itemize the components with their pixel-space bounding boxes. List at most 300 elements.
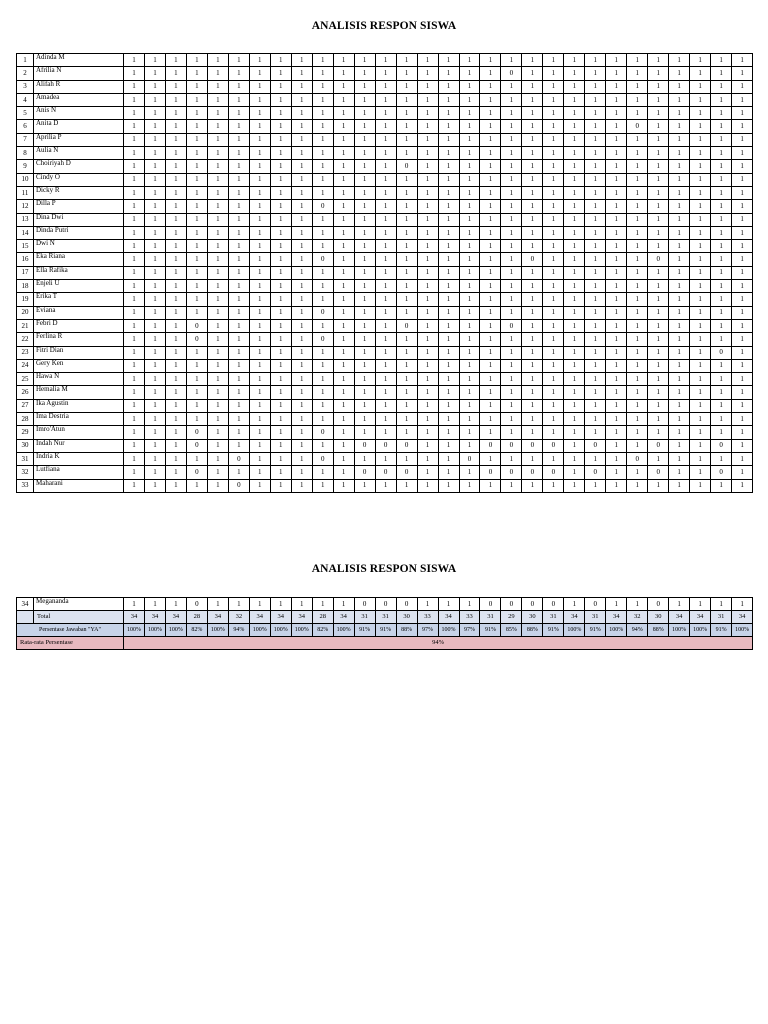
response-cell: 1 bbox=[690, 386, 711, 399]
response-cell: 1 bbox=[669, 452, 690, 465]
response-cell: 1 bbox=[543, 426, 564, 439]
response-cell: 1 bbox=[249, 439, 270, 452]
response-cell: 1 bbox=[144, 253, 165, 266]
response-cell: 1 bbox=[124, 373, 145, 386]
response-cell: 1 bbox=[186, 186, 207, 199]
response-cell: 1 bbox=[270, 200, 291, 213]
response-cell: 1 bbox=[186, 306, 207, 319]
total-cell: 31 bbox=[543, 611, 564, 624]
response-cell: 1 bbox=[606, 173, 627, 186]
response-cell: 1 bbox=[564, 266, 585, 279]
response-cell: 1 bbox=[124, 280, 145, 293]
response-cell: 1 bbox=[333, 306, 354, 319]
response-cell: 1 bbox=[648, 399, 669, 412]
response-cell: 1 bbox=[438, 373, 459, 386]
response-cell: 0 bbox=[228, 479, 249, 492]
response-cell: 1 bbox=[186, 452, 207, 465]
response-cell: 1 bbox=[186, 93, 207, 106]
response-cell: 1 bbox=[669, 186, 690, 199]
response-cell: 1 bbox=[165, 93, 186, 106]
response-cell: 1 bbox=[228, 54, 249, 67]
response-cell: 1 bbox=[354, 266, 375, 279]
response-cell: 1 bbox=[669, 280, 690, 293]
response-cell: 1 bbox=[585, 319, 606, 332]
response-cell: 1 bbox=[249, 452, 270, 465]
response-cell: 0 bbox=[396, 439, 417, 452]
response-cell: 1 bbox=[417, 133, 438, 146]
table-row bbox=[17, 147, 753, 160]
percent-cell: 91% bbox=[543, 624, 564, 637]
response-cell: 1 bbox=[228, 439, 249, 452]
response-cell: 1 bbox=[228, 466, 249, 479]
response-cell: 1 bbox=[270, 426, 291, 439]
response-cell: 1 bbox=[417, 319, 438, 332]
response-cell: 1 bbox=[564, 479, 585, 492]
response-cell: 1 bbox=[711, 359, 732, 372]
row-number: 22 bbox=[17, 333, 34, 346]
response-cell: 1 bbox=[333, 200, 354, 213]
response-cell: 1 bbox=[459, 266, 480, 279]
response-cell: 1 bbox=[648, 426, 669, 439]
response-cell: 1 bbox=[354, 54, 375, 67]
response-cell: 1 bbox=[732, 93, 753, 106]
student-name: Ima Destria bbox=[34, 413, 124, 426]
response-cell: 1 bbox=[270, 306, 291, 319]
total-cell: 33 bbox=[459, 611, 480, 624]
response-cell: 1 bbox=[270, 359, 291, 372]
response-cell: 1 bbox=[522, 452, 543, 465]
response-cell: 1 bbox=[144, 293, 165, 306]
response-cell: 1 bbox=[459, 253, 480, 266]
response-cell: 1 bbox=[124, 293, 145, 306]
response-cell: 1 bbox=[459, 439, 480, 452]
response-cell: 1 bbox=[186, 479, 207, 492]
response-cell: 1 bbox=[648, 240, 669, 253]
response-cell: 1 bbox=[585, 107, 606, 120]
response-cell: 1 bbox=[732, 426, 753, 439]
response-cell: 1 bbox=[396, 200, 417, 213]
response-cell: 1 bbox=[711, 147, 732, 160]
response-cell: 1 bbox=[585, 93, 606, 106]
response-cell: 1 bbox=[585, 426, 606, 439]
response-cell: 1 bbox=[228, 120, 249, 133]
percent-cell: 100% bbox=[144, 624, 165, 637]
response-cell: 1 bbox=[417, 160, 438, 173]
response-cell: 1 bbox=[354, 293, 375, 306]
response-cell: 1 bbox=[165, 293, 186, 306]
table-row bbox=[17, 120, 753, 133]
average-value: 94% bbox=[124, 637, 753, 650]
response-cell: 1 bbox=[522, 240, 543, 253]
response-cell: 1 bbox=[270, 452, 291, 465]
response-cell: 1 bbox=[480, 319, 501, 332]
response-cell: 1 bbox=[690, 54, 711, 67]
percent-cell: 82% bbox=[186, 624, 207, 637]
response-cell: 1 bbox=[207, 399, 228, 412]
response-cell: 1 bbox=[690, 373, 711, 386]
response-cell: 1 bbox=[480, 293, 501, 306]
table-row bbox=[17, 80, 753, 93]
response-cell: 1 bbox=[354, 107, 375, 120]
response-cell: 1 bbox=[207, 466, 228, 479]
response-cell: 1 bbox=[438, 452, 459, 465]
response-cell: 1 bbox=[249, 213, 270, 226]
response-cell: 1 bbox=[585, 200, 606, 213]
row-number: 19 bbox=[17, 293, 34, 306]
response-cell: 1 bbox=[543, 54, 564, 67]
response-cell: 1 bbox=[459, 479, 480, 492]
response-cell: 1 bbox=[249, 333, 270, 346]
response-cell: 1 bbox=[417, 67, 438, 80]
response-cell: 1 bbox=[417, 253, 438, 266]
total-cell: 30 bbox=[396, 611, 417, 624]
table-row bbox=[17, 173, 753, 186]
response-cell: 1 bbox=[186, 266, 207, 279]
response-cell: 1 bbox=[375, 226, 396, 239]
table-row bbox=[17, 293, 753, 306]
response-cell: 1 bbox=[124, 413, 145, 426]
response-cell: 1 bbox=[690, 93, 711, 106]
percent-cell: 94% bbox=[627, 624, 648, 637]
row-number: 8 bbox=[17, 147, 34, 160]
response-cell: 1 bbox=[186, 80, 207, 93]
response-cell: 1 bbox=[354, 226, 375, 239]
response-cell: 1 bbox=[459, 333, 480, 346]
response-cell: 1 bbox=[354, 373, 375, 386]
response-cell: 1 bbox=[375, 133, 396, 146]
table-row bbox=[17, 67, 753, 80]
response-cell: 1 bbox=[711, 452, 732, 465]
response-cell: 1 bbox=[501, 280, 522, 293]
response-cell: 1 bbox=[564, 133, 585, 146]
response-cell: 1 bbox=[606, 147, 627, 160]
row-number: 34 bbox=[17, 598, 34, 611]
response-cell: 1 bbox=[690, 359, 711, 372]
response-cell: 1 bbox=[732, 479, 753, 492]
response-cell: 1 bbox=[396, 359, 417, 372]
response-cell: 1 bbox=[459, 373, 480, 386]
response-cell: 1 bbox=[522, 266, 543, 279]
response-cell: 1 bbox=[186, 253, 207, 266]
student-name: Dina Dwi bbox=[34, 213, 124, 226]
response-cell: 0 bbox=[375, 439, 396, 452]
response-cell: 0 bbox=[186, 466, 207, 479]
student-name: Hemalia M bbox=[34, 386, 124, 399]
response-cell: 1 bbox=[417, 120, 438, 133]
response-cell: 1 bbox=[543, 280, 564, 293]
response-cell: 1 bbox=[564, 466, 585, 479]
response-cell: 1 bbox=[669, 373, 690, 386]
response-cell: 1 bbox=[207, 93, 228, 106]
response-cell: 1 bbox=[627, 439, 648, 452]
response-cell: 1 bbox=[333, 399, 354, 412]
response-cell: 1 bbox=[669, 67, 690, 80]
response-cell: 1 bbox=[249, 147, 270, 160]
response-cell: 1 bbox=[732, 413, 753, 426]
response-cell: 1 bbox=[669, 439, 690, 452]
response-cell: 1 bbox=[291, 54, 312, 67]
response-cell: 1 bbox=[711, 386, 732, 399]
response-cell: 1 bbox=[522, 346, 543, 359]
response-cell: 1 bbox=[585, 266, 606, 279]
response-cell: 1 bbox=[690, 293, 711, 306]
response-cell: 1 bbox=[144, 160, 165, 173]
average-label: Rata-rata Persentase bbox=[17, 637, 124, 650]
response-cell: 1 bbox=[732, 107, 753, 120]
response-cell: 1 bbox=[333, 240, 354, 253]
response-cell: 1 bbox=[732, 333, 753, 346]
row-number: 27 bbox=[17, 399, 34, 412]
student-name: Ika Agustin bbox=[34, 399, 124, 412]
table-row bbox=[17, 213, 753, 226]
response-cell: 1 bbox=[732, 226, 753, 239]
row-number: 23 bbox=[17, 346, 34, 359]
response-cell: 1 bbox=[417, 226, 438, 239]
response-cell: 1 bbox=[375, 213, 396, 226]
response-cell: 1 bbox=[291, 107, 312, 120]
response-cell: 1 bbox=[459, 173, 480, 186]
response-cell: 1 bbox=[585, 359, 606, 372]
response-cell: 1 bbox=[438, 319, 459, 332]
response-cell: 1 bbox=[291, 413, 312, 426]
response-cell: 1 bbox=[480, 226, 501, 239]
response-cell: 1 bbox=[711, 213, 732, 226]
total-cell: 34 bbox=[124, 611, 145, 624]
response-cell: 1 bbox=[501, 346, 522, 359]
response-cell: 1 bbox=[648, 107, 669, 120]
response-cell: 1 bbox=[249, 80, 270, 93]
response-cell: 1 bbox=[124, 479, 145, 492]
response-cell: 1 bbox=[124, 306, 145, 319]
response-cell: 1 bbox=[564, 426, 585, 439]
percent-cell: 88% bbox=[396, 624, 417, 637]
total-cell: 34 bbox=[564, 611, 585, 624]
response-cell: 1 bbox=[249, 107, 270, 120]
response-cell: 1 bbox=[186, 107, 207, 120]
response-cell: 1 bbox=[186, 173, 207, 186]
row-number: 15 bbox=[17, 240, 34, 253]
response-cell: 1 bbox=[333, 120, 354, 133]
response-cell: 1 bbox=[438, 399, 459, 412]
total-cell: 34 bbox=[270, 611, 291, 624]
response-cell: 1 bbox=[480, 280, 501, 293]
response-cell: 1 bbox=[480, 173, 501, 186]
row-number: 26 bbox=[17, 386, 34, 399]
response-cell: 1 bbox=[669, 107, 690, 120]
response-cell: 1 bbox=[648, 266, 669, 279]
table-row bbox=[17, 413, 753, 426]
response-cell: 1 bbox=[690, 413, 711, 426]
response-cell: 1 bbox=[711, 426, 732, 439]
response-cell: 1 bbox=[648, 280, 669, 293]
response-cell: 0 bbox=[312, 426, 333, 439]
row-number: 11 bbox=[17, 186, 34, 199]
response-cell: 1 bbox=[270, 107, 291, 120]
response-cell: 1 bbox=[417, 293, 438, 306]
response-cell: 1 bbox=[627, 413, 648, 426]
response-cell: 1 bbox=[543, 80, 564, 93]
response-cell: 0 bbox=[501, 466, 522, 479]
response-cell: 1 bbox=[732, 133, 753, 146]
response-cell: 1 bbox=[144, 240, 165, 253]
response-cell: 1 bbox=[144, 186, 165, 199]
response-cell: 1 bbox=[396, 413, 417, 426]
student-name: Ferlina R bbox=[34, 333, 124, 346]
response-cell: 1 bbox=[459, 186, 480, 199]
response-cell: 1 bbox=[144, 373, 165, 386]
response-cell: 1 bbox=[375, 306, 396, 319]
response-cell: 1 bbox=[480, 413, 501, 426]
response-cell: 1 bbox=[165, 479, 186, 492]
response-cell: 1 bbox=[732, 160, 753, 173]
response-cell: 1 bbox=[228, 226, 249, 239]
response-cell: 1 bbox=[459, 226, 480, 239]
response-cell: 0 bbox=[501, 67, 522, 80]
response-cell: 1 bbox=[354, 160, 375, 173]
response-cell: 1 bbox=[732, 54, 753, 67]
response-cell: 1 bbox=[480, 107, 501, 120]
student-name: Lutfiana bbox=[34, 466, 124, 479]
response-cell: 1 bbox=[480, 479, 501, 492]
response-cell: 0 bbox=[585, 466, 606, 479]
response-cell: 1 bbox=[165, 346, 186, 359]
response-cell: 1 bbox=[732, 452, 753, 465]
total-cell: 34 bbox=[669, 611, 690, 624]
response-cell: 1 bbox=[627, 200, 648, 213]
table-row bbox=[17, 333, 753, 346]
response-cell: 1 bbox=[207, 452, 228, 465]
response-cell: 1 bbox=[585, 452, 606, 465]
response-cell: 1 bbox=[480, 373, 501, 386]
response-cell: 1 bbox=[396, 333, 417, 346]
response-cell: 1 bbox=[585, 213, 606, 226]
response-cell: 1 bbox=[124, 240, 145, 253]
response-cell: 1 bbox=[207, 160, 228, 173]
response-cell: 1 bbox=[438, 598, 459, 611]
response-cell: 1 bbox=[165, 160, 186, 173]
response-cell: 1 bbox=[333, 386, 354, 399]
response-cell: 1 bbox=[228, 373, 249, 386]
response-cell: 1 bbox=[207, 386, 228, 399]
response-cell: 1 bbox=[522, 426, 543, 439]
response-cell: 1 bbox=[585, 399, 606, 412]
response-cell: 1 bbox=[186, 54, 207, 67]
response-cell: 1 bbox=[312, 479, 333, 492]
response-cell: 1 bbox=[564, 240, 585, 253]
page-title-1: ANALISIS RESPON SISWA bbox=[311, 20, 457, 32]
response-cell: 1 bbox=[124, 173, 145, 186]
total-cell: 30 bbox=[522, 611, 543, 624]
response-cell: 1 bbox=[669, 293, 690, 306]
row-number: 21 bbox=[17, 319, 34, 332]
response-cell: 1 bbox=[207, 319, 228, 332]
response-cell: 1 bbox=[291, 346, 312, 359]
response-cell: 1 bbox=[606, 120, 627, 133]
response-cell: 1 bbox=[312, 133, 333, 146]
row-number: 31 bbox=[17, 452, 34, 465]
response-cell: 1 bbox=[711, 93, 732, 106]
response-cell: 1 bbox=[438, 266, 459, 279]
response-cell: 1 bbox=[585, 147, 606, 160]
response-cell: 1 bbox=[690, 67, 711, 80]
response-cell: 0 bbox=[312, 306, 333, 319]
response-cell: 1 bbox=[333, 452, 354, 465]
response-cell: 1 bbox=[396, 107, 417, 120]
total-cell: 34 bbox=[207, 611, 228, 624]
student-name: Dinda Putri bbox=[34, 226, 124, 239]
response-cell: 1 bbox=[270, 319, 291, 332]
response-cell: 1 bbox=[249, 306, 270, 319]
response-cell: 1 bbox=[543, 253, 564, 266]
response-cell: 1 bbox=[438, 186, 459, 199]
response-cell: 0 bbox=[480, 466, 501, 479]
response-cell: 1 bbox=[291, 133, 312, 146]
response-cell: 1 bbox=[165, 466, 186, 479]
row-number: 5 bbox=[17, 107, 34, 120]
response-cell: 1 bbox=[480, 67, 501, 80]
response-cell: 1 bbox=[333, 80, 354, 93]
response-cell: 1 bbox=[627, 240, 648, 253]
response-cell: 1 bbox=[186, 280, 207, 293]
response-cell: 1 bbox=[501, 413, 522, 426]
response-cell: 1 bbox=[417, 93, 438, 106]
response-cell: 1 bbox=[144, 226, 165, 239]
total-cell: 30 bbox=[648, 611, 669, 624]
response-cell: 1 bbox=[564, 306, 585, 319]
response-cell: 1 bbox=[249, 293, 270, 306]
response-cell: 1 bbox=[606, 333, 627, 346]
response-cell: 1 bbox=[459, 413, 480, 426]
response-cell: 1 bbox=[732, 598, 753, 611]
response-cell: 1 bbox=[312, 399, 333, 412]
response-cell: 1 bbox=[438, 147, 459, 160]
table-row bbox=[17, 226, 753, 239]
response-cell: 1 bbox=[333, 413, 354, 426]
response-cell: 1 bbox=[270, 373, 291, 386]
response-cell: 1 bbox=[606, 466, 627, 479]
response-cell: 1 bbox=[312, 213, 333, 226]
response-cell: 1 bbox=[543, 120, 564, 133]
response-cell: 1 bbox=[144, 598, 165, 611]
response-cell: 1 bbox=[690, 399, 711, 412]
response-cell: 1 bbox=[291, 200, 312, 213]
response-cell: 1 bbox=[396, 426, 417, 439]
response-cell: 1 bbox=[270, 186, 291, 199]
response-cell: 1 bbox=[501, 213, 522, 226]
response-cell: 1 bbox=[438, 280, 459, 293]
response-cell: 1 bbox=[249, 598, 270, 611]
response-cell: 1 bbox=[438, 293, 459, 306]
response-cell: 0 bbox=[396, 466, 417, 479]
response-cell: 1 bbox=[606, 200, 627, 213]
response-cell: 1 bbox=[606, 439, 627, 452]
response-cell: 1 bbox=[228, 186, 249, 199]
response-cell: 0 bbox=[627, 452, 648, 465]
response-cell: 1 bbox=[711, 399, 732, 412]
response-cell: 1 bbox=[375, 80, 396, 93]
response-cell: 1 bbox=[165, 413, 186, 426]
table-row bbox=[17, 200, 753, 213]
response-cell: 1 bbox=[396, 479, 417, 492]
response-cell: 1 bbox=[480, 80, 501, 93]
response-cell: 1 bbox=[417, 386, 438, 399]
response-cell: 1 bbox=[522, 386, 543, 399]
response-cell: 1 bbox=[312, 413, 333, 426]
response-cell: 1 bbox=[690, 173, 711, 186]
response-cell: 1 bbox=[543, 147, 564, 160]
response-cell: 1 bbox=[124, 333, 145, 346]
response-cell: 1 bbox=[312, 107, 333, 120]
